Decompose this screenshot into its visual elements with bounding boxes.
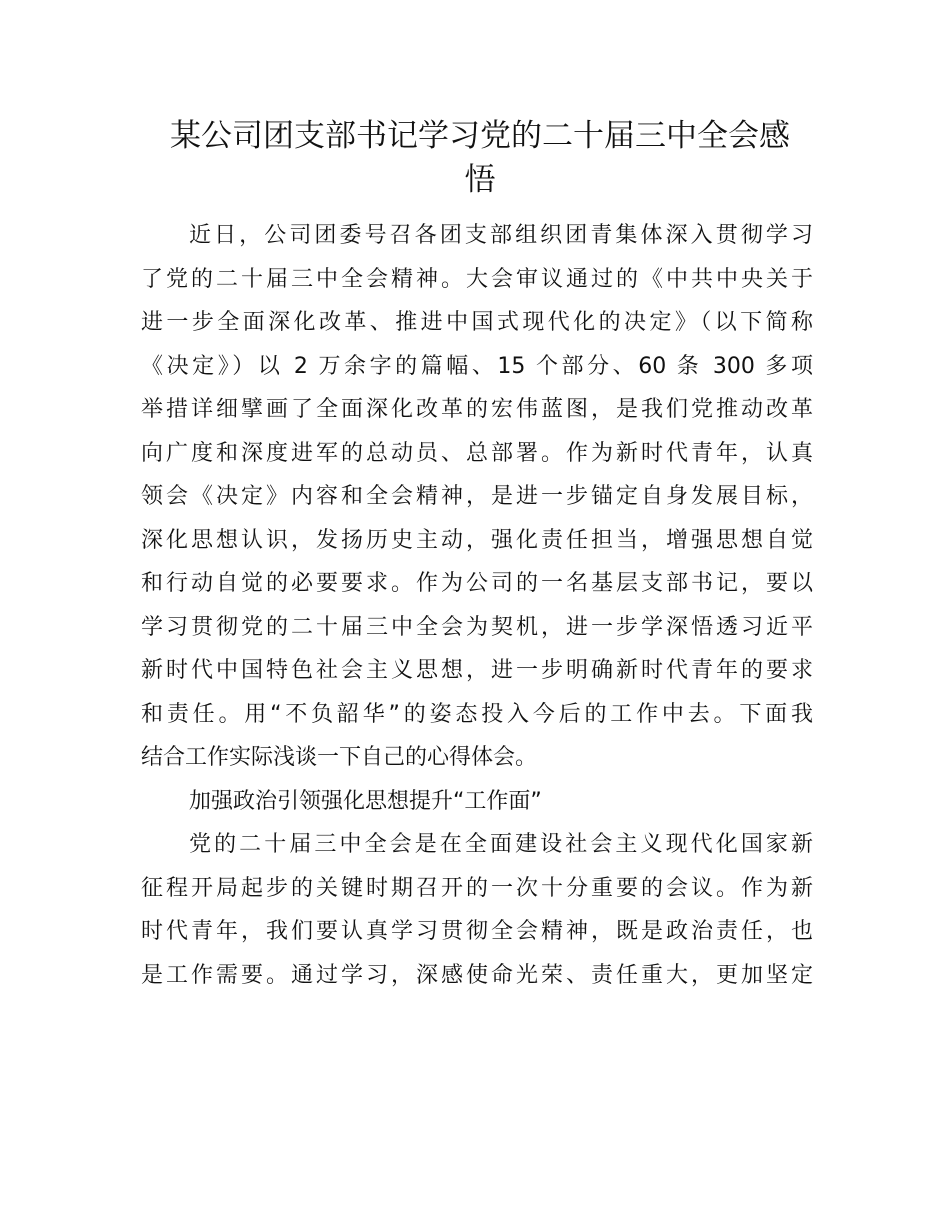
text-line: 近日，公司团委号召各团支部组织团青集体深入贯彻学习 — [189, 223, 813, 248]
text-line: 领会《决定》内容和全会精神，是进一步锚定自身发展目标， — [141, 484, 813, 509]
text-line: 深化思想认识，发扬历史主动，强化责任担当，增强思想自觉 — [141, 527, 813, 553]
text-line: 新时代中国特色社会主义思想，进一步明确新时代青年的要求 — [141, 658, 813, 683]
text-line: 举措详细擘画了全面深化改革的宏伟蓝图，是我们党推动改革 — [141, 397, 813, 422]
text-line: 是工作需要。通过学习，深感使命光荣、责任重大，更加坚定 — [141, 962, 813, 988]
paragraph-intro — [141, 214, 813, 780]
text-line: 时代青年，我们要认真学习贯彻全会精神，既是政治责任，也 — [141, 919, 813, 944]
section-heading — [141, 780, 813, 824]
title-line: 悟 — [464, 162, 496, 198]
text-line: 学习贯彻党的二十届三中全会为契机，进一步学深悟透习近平 — [141, 614, 813, 640]
title-line: 某公司团支部书记学习党的二十届三中全会感 — [170, 118, 790, 154]
text-line: 结合工作实际浅谈一下自己的心得体会。 — [141, 745, 538, 770]
text-line: 向广度和深度进军的总动员、总部署。作为新时代青年，认真 — [141, 440, 813, 466]
text-line: 了党的二十届三中全会精神。大会审议通过的《中共中央关于 — [141, 266, 813, 292]
text-line: 进一步全面深化改革、推进中国式现代化的决定》（以下简称 — [141, 310, 813, 335]
text-line: 和行动自觉的必要要求。作为公司的一名基层支部书记，要以 — [141, 571, 813, 596]
text-line: 和责任。用“不负韶华”的姿态投入今后的工作中去。下面我 — [141, 701, 813, 727]
text-line: 征程开局起步的关键时期召开的一次十分重要的会议。作为新 — [141, 875, 813, 901]
document-body — [141, 214, 813, 997]
document-title — [140, 114, 820, 202]
text-line: 《决定》）以 2 万余字的篇幅、15 个部分、60 条 300 多项 — [141, 353, 813, 379]
heading-line: 加强政治引领强化思想提升“工作面” — [189, 788, 542, 814]
text-line: 党的二十届三中全会是在全面建设社会主义现代化国家新 — [189, 832, 813, 857]
paragraph-section-1 — [141, 823, 813, 997]
